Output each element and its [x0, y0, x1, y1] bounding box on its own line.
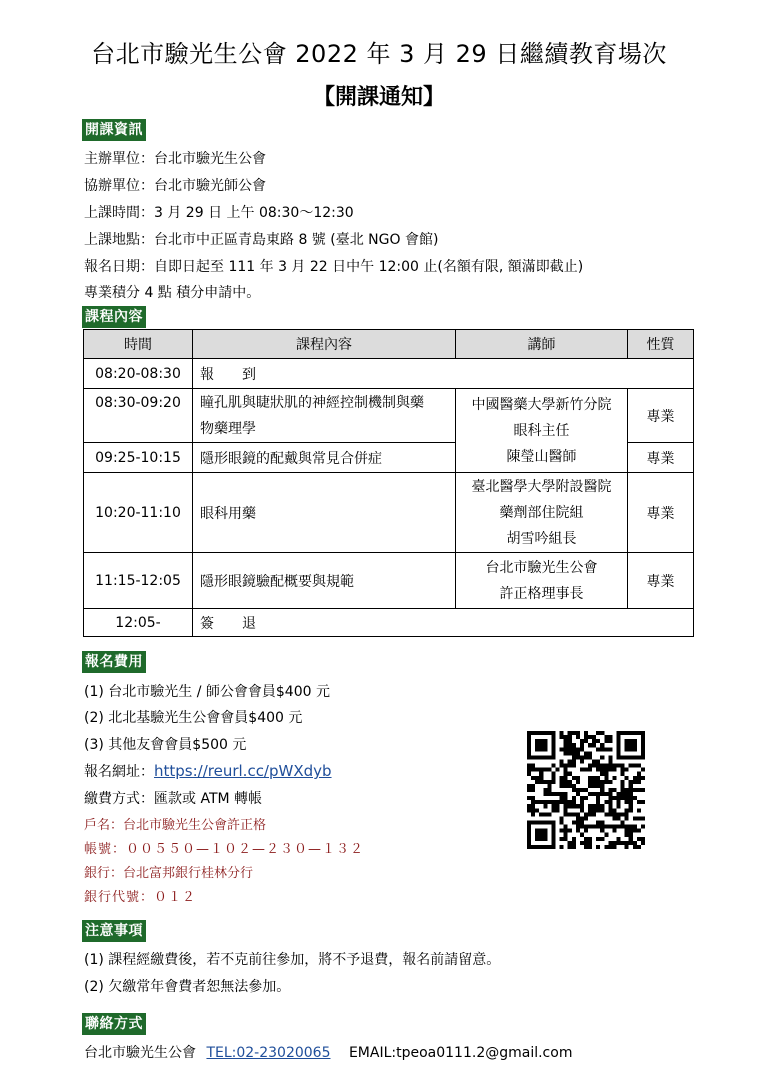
- time-cell: 12:05-: [84, 609, 193, 637]
- table-header-row: [84, 330, 694, 359]
- fee-item: (1) 台北市驗光生 / 師公會會員$400 元: [84, 684, 330, 700]
- type-cell: 專業: [628, 473, 694, 553]
- section-heading-notes: 注意事項: [82, 920, 146, 942]
- lecturer-line: 台北市驗光生公會: [485, 559, 598, 576]
- lecturer-cell: [456, 473, 628, 553]
- registration-url-label: 報名網址：: [84, 764, 154, 780]
- content-cell: 報 到: [193, 359, 694, 389]
- lecturer-line: 臺北醫學大學附設醫院: [471, 478, 612, 495]
- content-cell: 隱形眼鏡驗配概要與規範: [193, 553, 456, 609]
- credits-line: 專業積分 4 點 積分申請中。: [84, 285, 261, 301]
- fee-item: (2) 北北基驗光生公會會員$400 元: [84, 710, 303, 726]
- content-cell: 隱形眼鏡的配戴與常見合併症: [193, 443, 456, 473]
- location-line: 上課地點：台北市中正區青島東路 8 號 (臺北 NGO 會館): [84, 232, 439, 248]
- course-schedule-table: [83, 329, 694, 637]
- class-time-line: 上課時間：3 月 29 日 上午 08:30～12:30: [84, 205, 354, 221]
- registration-url-line: [84, 761, 332, 781]
- co-organizer-line: 協辦單位：台北市驗光師公會: [84, 178, 266, 194]
- account-number-line: 帳號：００５５０—１０２—２３０—１３２: [84, 842, 365, 857]
- note-item: (2) 欠繳常年會費者恕無法參加。: [84, 979, 291, 995]
- column-header-lecturer: 講師: [456, 330, 628, 359]
- lecturer-line: 中國醫藥大學新竹分院: [471, 396, 612, 413]
- lecturer-line: 胡雪吟組長: [506, 530, 577, 547]
- contact-tel-link[interactable]: TEL:02-23020065: [206, 1045, 331, 1061]
- type-cell: 專業: [628, 389, 694, 443]
- column-header-time: 時間: [84, 330, 193, 359]
- table-row: [84, 359, 694, 389]
- organizer-line: 主辦單位：台北市驗光生公會: [84, 151, 266, 167]
- bank-line: 銀行：台北富邦銀行桂林分行: [84, 866, 254, 881]
- registration-url-link[interactable]: https://reurl.cc/pWXdyb: [154, 762, 332, 780]
- lecturer-line: 許正格理事長: [499, 585, 584, 602]
- note-item: (1) 課程經繳費後，若不克前往參加，將不予退費，報名前請留意。: [84, 952, 501, 968]
- time-cell: 08:30-09:20: [84, 389, 193, 443]
- content-cell: [193, 389, 456, 443]
- time-cell: 09:25-10:15: [84, 443, 193, 473]
- column-header-content: 課程內容: [193, 330, 456, 359]
- contact-line: [84, 1042, 572, 1062]
- time-cell: 08:20-08:30: [84, 359, 193, 389]
- page-subtitle: 【開課通知】: [312, 85, 445, 110]
- lecturer-cell: [456, 553, 628, 609]
- table-row: [84, 389, 694, 443]
- contact-email: EMAIL:tpeoa0111.2@gmail.com: [348, 1045, 573, 1061]
- lecturer-line: 眼科主任: [513, 422, 570, 439]
- lecturer-cell: [456, 389, 628, 473]
- type-cell: 專業: [628, 443, 694, 473]
- content-cell: 眼科用藥: [193, 473, 456, 553]
- registration-date-line: 報名日期：自即日起至 111 年 3 月 22 日中午 12:00 止(名額有限, 額滿即截止): [84, 259, 584, 275]
- section-heading-info: 開課資訊: [82, 119, 146, 141]
- lecturer-line: 藥劑部住院組: [499, 504, 584, 521]
- account-name-line: 戶名：台北市驗光生公會許正格: [84, 818, 267, 833]
- table-row: [84, 609, 694, 637]
- payment-method-line: 繳費方式：匯款或 ATM 轉帳: [84, 791, 263, 807]
- time-cell: 11:15-12:05: [84, 553, 193, 609]
- section-heading-course: 課程內容: [82, 306, 146, 328]
- content-line: 瞳孔肌與睫狀肌的神經控制機制與藥: [200, 394, 424, 411]
- content-line: 物藥理學: [200, 420, 256, 437]
- type-cell: 專業: [628, 553, 694, 609]
- table-row: [84, 473, 694, 553]
- section-heading-fee: 報名費用: [82, 651, 146, 673]
- content-cell: 簽 退: [193, 609, 694, 637]
- table-row: [84, 553, 694, 609]
- registration-qr-code: [527, 729, 645, 851]
- fee-item: (3) 其他友會會員$500 元: [84, 737, 247, 753]
- bank-code-line: 銀行代號：０１２: [84, 890, 197, 905]
- section-heading-contact: 聯絡方式: [82, 1013, 146, 1035]
- column-header-type: 性質: [628, 330, 694, 359]
- page-title: 台北市驗光生公會 2022 年 3 月 29 日繼續教育場次: [91, 40, 667, 68]
- time-cell: 10:20-11:10: [84, 473, 193, 553]
- contact-org: 台北市驗光生公會: [84, 1045, 196, 1061]
- lecturer-line: 陳瑩山醫師: [506, 448, 577, 465]
